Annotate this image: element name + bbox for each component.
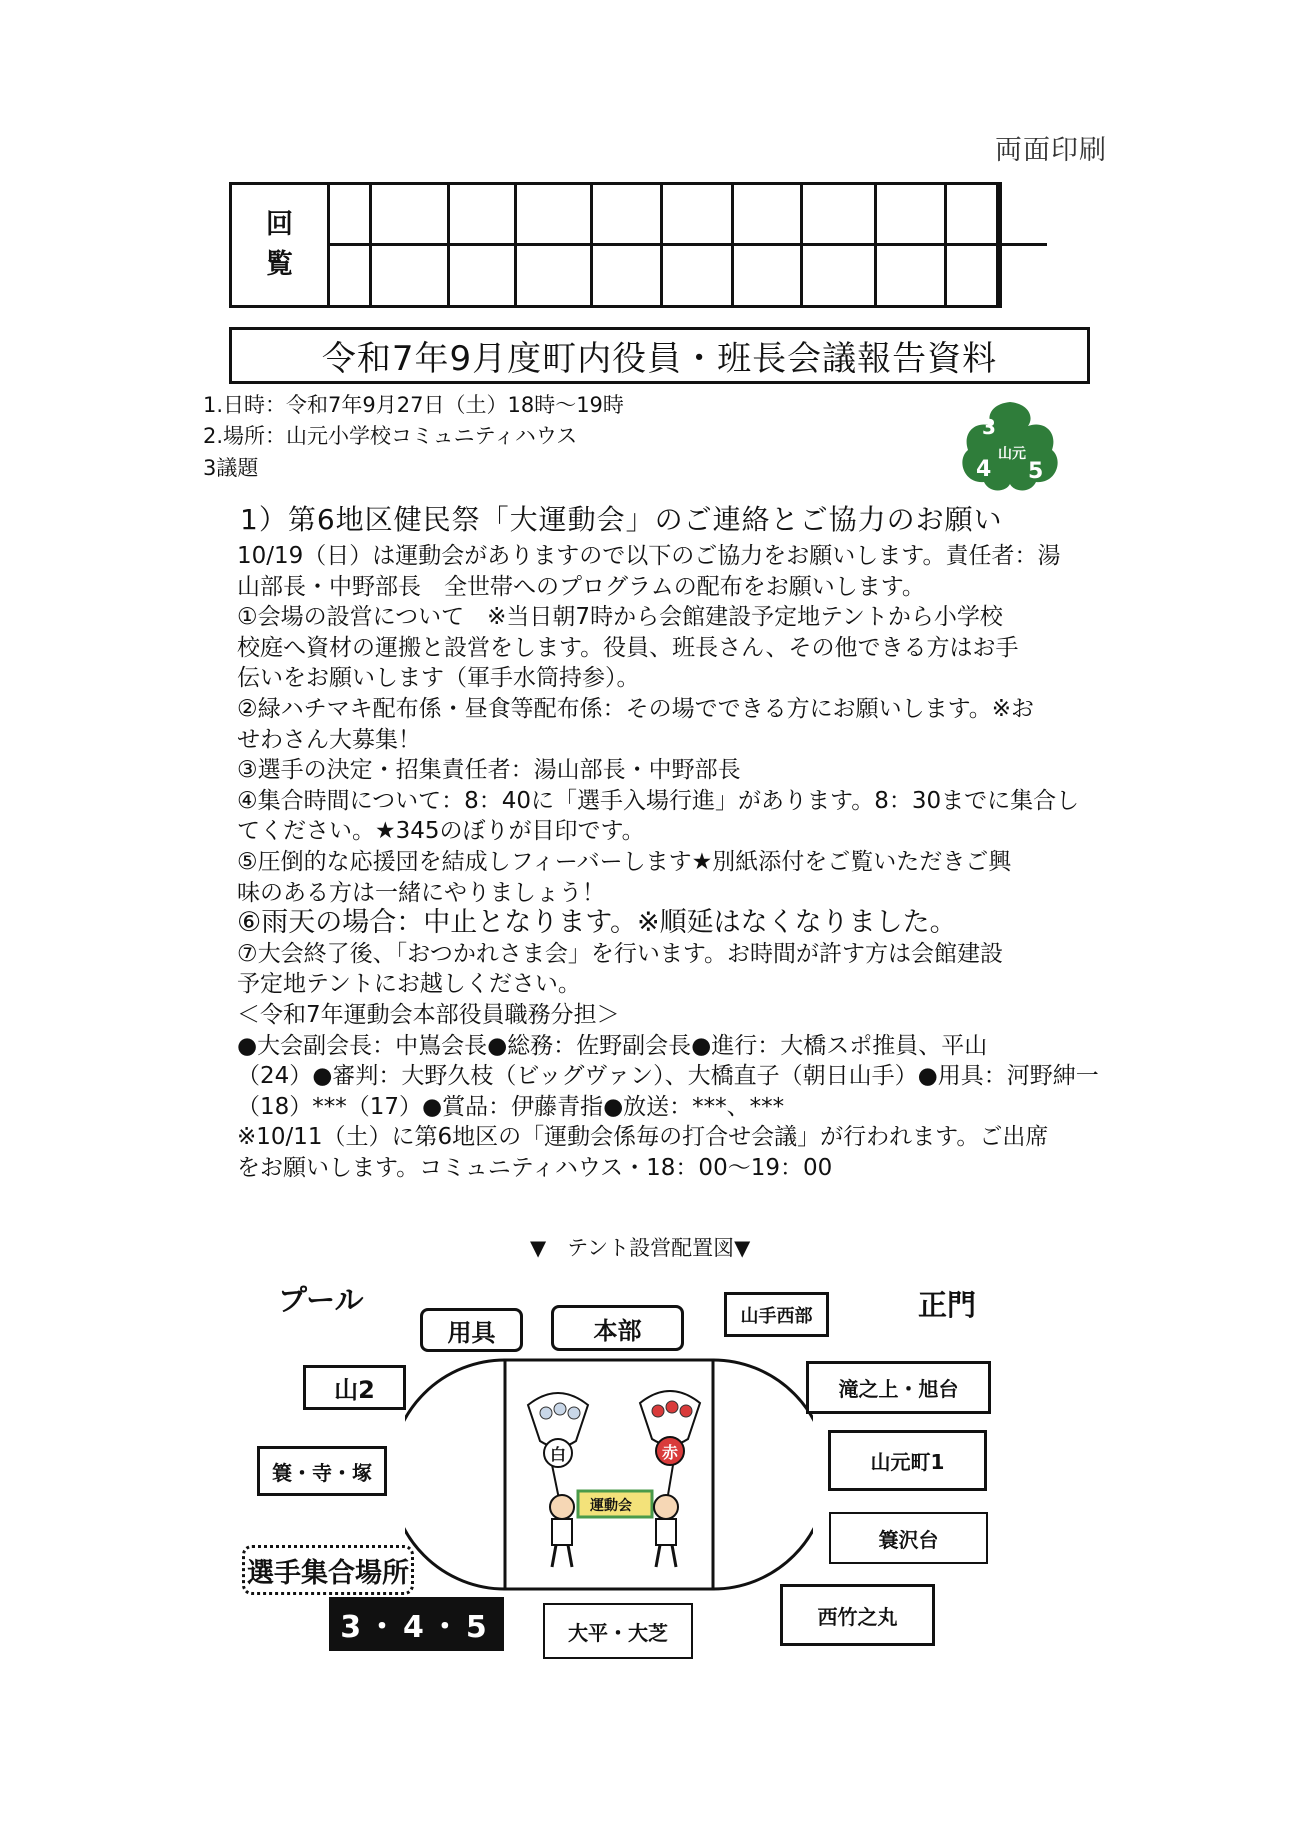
diagram-title: ▼ テント設営配置図▼ bbox=[530, 1236, 751, 1260]
body-line: 味のある方は一緒にやりましょう！ bbox=[237, 879, 605, 906]
body-line: （18）***（17）●賞品：伊藤青指●放送：***、*** bbox=[237, 1093, 785, 1120]
circulation-label-line1: 回 bbox=[266, 209, 293, 240]
circulation-label bbox=[232, 185, 330, 305]
athletes-assembly-area: 選手集合場所 bbox=[242, 1545, 414, 1595]
agenda-body bbox=[237, 541, 1099, 1183]
body-line: 10/19（日）は運動会がありますので以下のご協力をお願いします。責任者：湯 bbox=[237, 543, 1061, 569]
body-line: ④集合時間について：8：40に「選手入場行進」があります。8：30までに集合し bbox=[237, 787, 1080, 814]
white-basket-label: 白 bbox=[550, 1445, 567, 1464]
district-emblem-logo bbox=[960, 398, 1060, 494]
body-line: （24）●審判：大野久枝（ビッグヴァン）、大橋直子（朝日山手）●用具：河野紳一 bbox=[237, 1063, 1099, 1090]
meeting-place: 2.場所：山元小学校コミュニティハウス bbox=[203, 424, 578, 448]
circulation-row-divider bbox=[327, 243, 1047, 246]
circulation-stamp-box bbox=[229, 182, 1002, 308]
body-line: ②緑ハチマキ配布係・昼食等配布係：その場でできる方にお願いします。※お bbox=[237, 695, 1035, 722]
tent-minosawadai: 簑沢台 bbox=[829, 1512, 988, 1564]
body-line: ①会場の設営について ※当日朝7時から会館建設予定地テントから小学校 bbox=[237, 604, 1003, 631]
tent-takinoue-asahidai: 滝之上・旭台 bbox=[806, 1361, 991, 1414]
body-line: 予定地テントにお越しください。 bbox=[237, 971, 581, 998]
emblem-5: 5 bbox=[1028, 459, 1044, 484]
body-line: ＜令和7年運動会本部役員職務分担＞ bbox=[237, 1001, 620, 1028]
team-345-marker: 3・4・5 bbox=[329, 1597, 504, 1651]
tent-headquarters: 本部 bbox=[551, 1305, 684, 1351]
body-line: ⑦大会終了後、「おつかれさま会」を行います。お時間が許す方は会館建設 bbox=[237, 940, 1004, 967]
sports-day-illustration bbox=[520, 1375, 710, 1575]
body-line: せわさん大募集！ bbox=[237, 726, 421, 753]
page-title: 令和7年9月度町内役員・班長会議報告資料 bbox=[229, 327, 1090, 384]
tent-nishitakenomaru: 西竹之丸 bbox=[780, 1584, 935, 1646]
body-line: ⑤圧倒的な応援団を結成しフィーバーします★別紙添付をご覧いただきご興 bbox=[237, 848, 1012, 875]
circulation-label-line2: 覧 bbox=[266, 249, 293, 280]
emblem-center: 山元 bbox=[998, 446, 1026, 462]
print-note: 両面印刷 bbox=[995, 135, 1107, 166]
body-line: 山部長・中野部長 全世帯へのプログラムの配布をお願いします。 bbox=[237, 573, 925, 600]
meeting-date: 1.日時：令和7年9月27日（土）18時～19時 bbox=[203, 393, 624, 417]
agenda-item-heading: 1）第6地区健民祭「大運動会」のご連絡とご協力のお願い bbox=[240, 503, 1003, 536]
body-line: てください。★345のぼりが目印です。 bbox=[237, 818, 645, 845]
tent-ohira-oshiba: 大平・大芝 bbox=[543, 1603, 693, 1659]
body-line: ●大会副会長：中嶌会長●総務：佐野副会長●進行：大橋スポ推員、平山 bbox=[237, 1032, 988, 1059]
body-line: 伝いをお願いします（軍手水筒持参）。 bbox=[237, 665, 640, 692]
red-basket-label: 赤 bbox=[662, 1443, 679, 1462]
body-line: ※10/11（土）に第6地区の「運動会係毎の打合せ会議」が行われます。ご出席 bbox=[237, 1124, 1049, 1151]
tent-equipment: 用具 bbox=[420, 1308, 523, 1352]
tent-yama2: 山2 bbox=[303, 1365, 406, 1410]
tent-mino-tera-tsuka: 簑・寺・塚 bbox=[257, 1446, 387, 1496]
body-line-rain-notice: ⑥雨天の場合：中止となります。※順延はなくなりました。 bbox=[237, 907, 957, 939]
emblem-3: 3 bbox=[982, 415, 996, 439]
body-line: 校庭へ資材の運搬と設営をします。役員、班長さん、その他できる方はお手 bbox=[237, 634, 1019, 661]
tent-yamate-seibu: 山手西部 bbox=[724, 1292, 829, 1337]
main-gate-label: 正門 bbox=[918, 1288, 977, 1322]
tent-yamamotocho1: 山元町1 bbox=[828, 1430, 987, 1491]
agenda-label: 3議題 bbox=[203, 456, 259, 480]
emblem-4: 4 bbox=[976, 457, 992, 482]
body-line: ③選手の決定・招集責任者：湯山部長・中野部長 bbox=[237, 757, 741, 784]
body-line: をお願いします。コミュニティハウス・18：00～19：00 bbox=[237, 1154, 833, 1181]
pool-label: プール bbox=[278, 1283, 364, 1317]
banner-label: 運動会 bbox=[590, 1498, 632, 1514]
